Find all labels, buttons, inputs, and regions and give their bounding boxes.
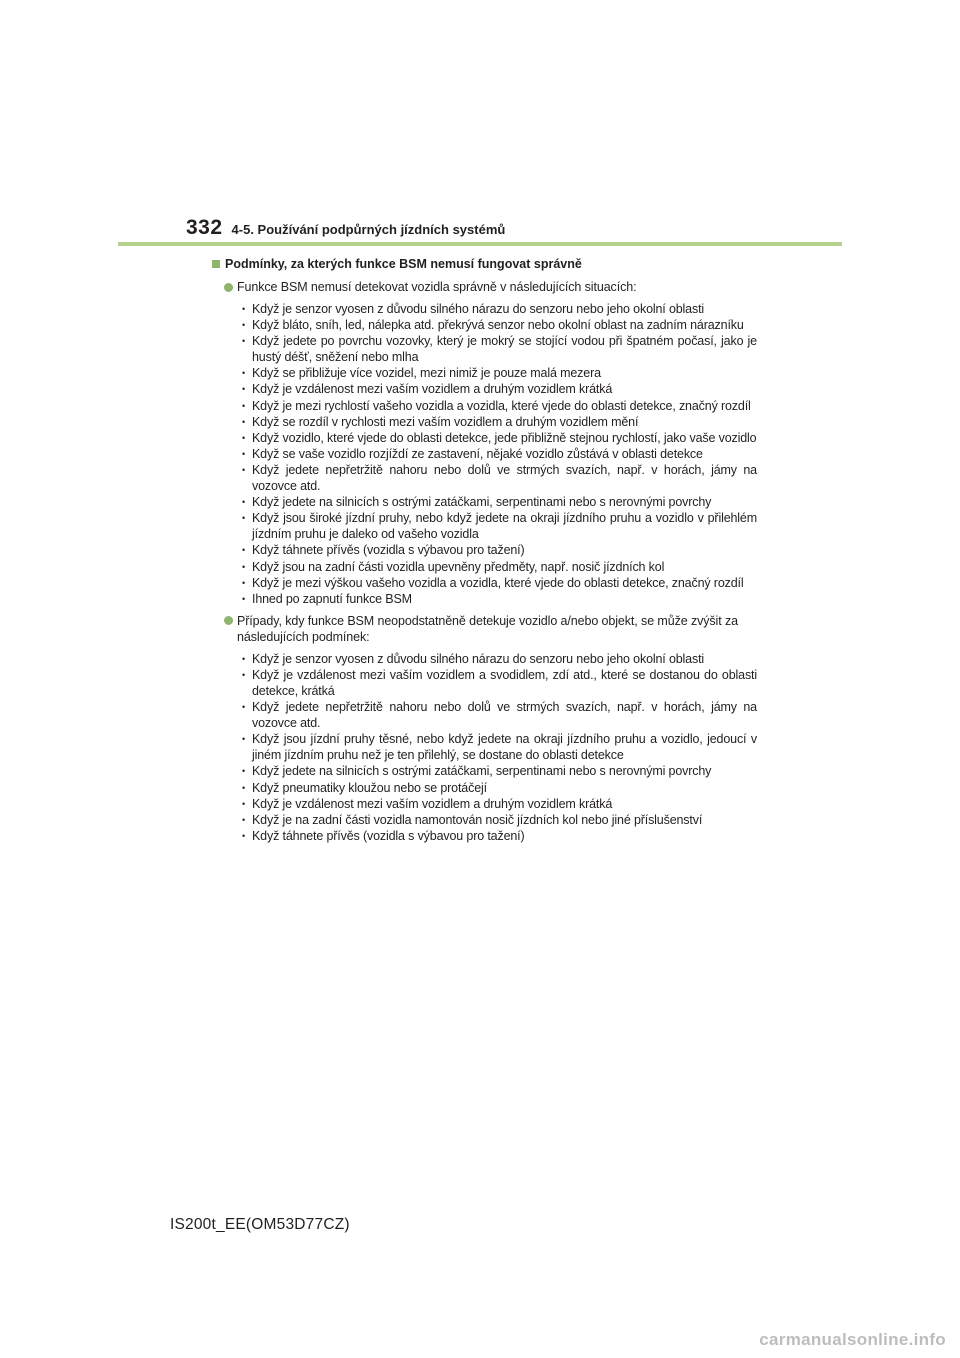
list-item: • Když se vaše vozidlo rozjíždí ze zastavení, nějaké vozidlo zůstává v oblasti detekce [242,446,757,462]
list-item: • Když je mezi výškou vašeho vozidla a vozidla, které vjede do oblasti detekce, značný rozdíl [242,575,757,591]
list-item: • Když je senzor vyosen z důvodu silného nárazu do senzoru nebo jeho okolní oblasti [242,651,757,667]
condition-list [212,651,757,844]
list-item: • Když je mezi rychlostí vašeho vozidla a vozidla, které vjede do oblasti detekce, značný rozdíl [242,398,757,414]
list-item: • Když pneumatiky kloužou nebo se protáčejí [242,780,757,796]
group-intro-text: Případy, kdy funkce BSM neopodstatněně detekuje vozidlo a/nebo objekt, se může zvýšit za následujících podmínek: [237,613,738,644]
list-item: • Když bláto, sníh, led, nálepka atd. překrývá senzor nebo okolní oblast na zadním nárazníku [242,317,757,333]
list-item: • Když jedete nepřetržitě nahoru nebo dolů ve strmých svazích, např. v horách, jámy na vozovce atd. [242,462,757,494]
list-item: • Když jedete po povrchu vozovky, který je mokrý se stojící vodou při špatném počasí, jako je hustý déšť, sněžení nebo mlha [242,333,757,365]
section-title: Podmínky, za kterých funkce BSM nemusí fungovat správně [225,257,582,271]
section-heading [212,255,757,273]
watermark: carmanualsonline.info [759,1330,946,1349]
list-item: • Když se rozdíl v rychlosti mezi vaším vozidlem a druhým vozidlem mění [242,414,757,430]
group-intro [224,613,757,645]
main-content [212,255,757,850]
list-item: • Když se přibližuje více vozidel, mezi nimiž je pouze malá mezera [242,365,757,381]
list-item: • Když jedete na silnicích s ostrými zatáčkami, serpentinami nebo s nerovnými povrchy [242,494,757,510]
square-bullet-icon [212,260,220,268]
group-intro-text: Funkce BSM nemusí detekovat vozidla správně v následujících situacích: [237,280,637,294]
list-item: • Když jsou na zadní části vozidla upevněny předměty, např. nosič jízdních kol [242,559,757,575]
circle-bullet-icon [224,283,233,292]
document-code: IS200t_EE(OM53D77CZ) [170,1216,350,1233]
list-item: • Když je vzdálenost mezi vaším vozidlem a druhým vozidlem krátká [242,381,757,397]
chapter-title: 4-5. Používání podpůrných jízdních systémů [231,222,506,237]
list-item: • Když vozidlo, které vjede do oblasti detekce, jede přibližně stejnou rychlostí, jako vaše vozidlo [242,430,757,446]
page-number: 332 [186,216,223,239]
list-item: • Když jsou široké jízdní pruhy, nebo když jedete na okraji jízdního pruhu a vozidlo v přilehlém jízdním pruhu je daleko od vašeho vozidla [242,510,757,542]
header-divider [118,242,842,246]
list-item: • Ihned po zapnutí funkce BSM [242,591,757,607]
list-item: • Když je vzdálenost mezi vaším vozidlem a svodidlem, zdí atd., které se dostanou do oblasti detekce, krátká [242,667,757,699]
condition-list [212,301,757,607]
page-header [186,216,505,240]
list-item: • Když je na zadní části vozidla namontován nosič jízdních kol nebo jiné příslušenství [242,812,757,828]
list-item: • Když táhnete přívěs (vozidla s výbavou pro tažení) [242,542,757,558]
list-item: • Když jedete nepřetržitě nahoru nebo dolů ve strmých svazích, např. v horách, jámy na vozovce atd. [242,699,757,731]
list-item: • Když táhnete přívěs (vozidla s výbavou pro tažení) [242,828,757,844]
list-item: • Když je senzor vyosen z důvodu silného nárazu do senzoru nebo jeho okolní oblasti [242,301,757,317]
list-item: • Když jedete na silnicích s ostrými zatáčkami, serpentinami nebo s nerovnými povrchy [242,763,757,779]
group-intro [224,279,757,295]
list-item: • Když jsou jízdní pruhy těsné, nebo když jedete na okraji jízdního pruhu a vozidlo, jedoucí v jiném jízdním pruhu než je ten přilehlý, se dostane do oblasti detekce [242,731,757,763]
list-item: • Když je vzdálenost mezi vaším vozidlem a druhým vozidlem krátká [242,796,757,812]
circle-bullet-icon [224,616,233,625]
